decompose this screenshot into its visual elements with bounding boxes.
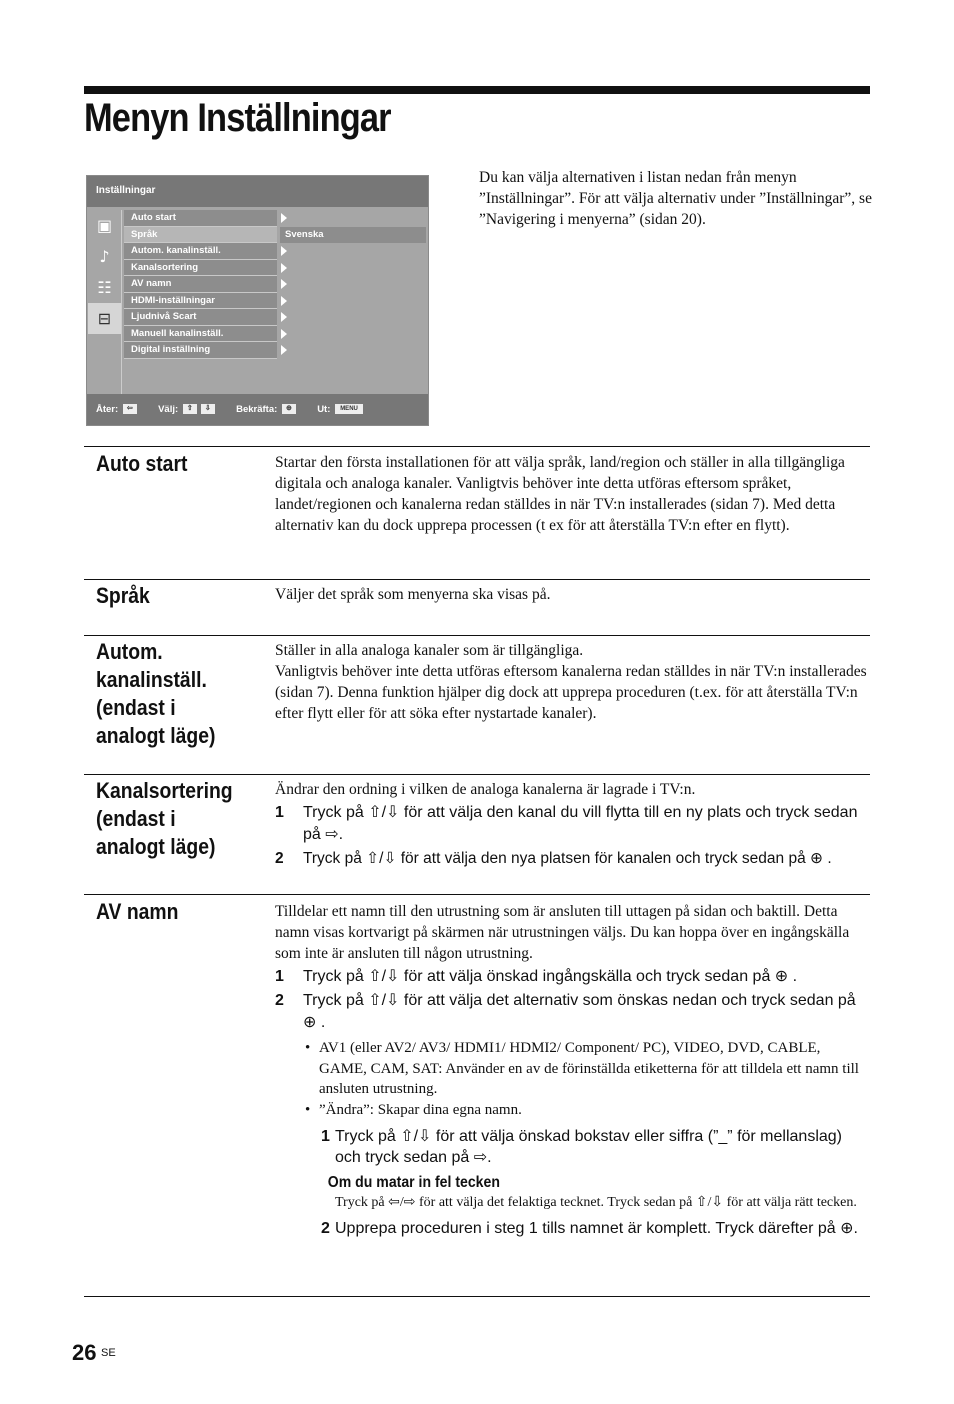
osd-item: Manuell kanalinställ. [124, 326, 277, 343]
osd-item: Digital inställning [124, 342, 277, 359]
step [275, 848, 871, 870]
section-heading-kanalsortering: Kanalsortering (endast i analogt läge) [96, 778, 233, 859]
paragraph: Väljer det språk som menyerna ska visas på. [275, 586, 551, 603]
osd-footer [87, 394, 428, 425]
arrow-right-icon [281, 296, 287, 306]
section-heading-av-namn: AV namn [96, 899, 179, 924]
section-heading-auto-start: Auto start [96, 451, 188, 476]
sub-step-text: Upprepa proceduren i steg 1 tills namnet är komplett. Tryck därefter på ⊕. [335, 1220, 858, 1237]
bullet-mark: • [305, 1101, 311, 1118]
osd-item: Kanalsortering [124, 260, 277, 277]
arrow-right-icon [281, 246, 287, 256]
arrow-right-icon [281, 263, 287, 273]
step [275, 990, 871, 1034]
section-heading-autom: Autom. kanalinställ. (endast i analogt läge) [96, 639, 216, 748]
arrow-right-icon [281, 213, 287, 223]
sub-step-number: 1 [321, 1128, 330, 1145]
section-body-av-namn [275, 901, 871, 1239]
step-number: 1 [275, 968, 284, 985]
osd-item: HDMI-inställningar [124, 293, 277, 310]
page-number: 26 [72, 1340, 97, 1365]
back-key-icon: ⇦ [123, 404, 137, 414]
section-body-sprak [275, 584, 871, 605]
toolbox-icon: ⊟ [88, 303, 121, 334]
osd-selected-value: Svenska [280, 227, 426, 243]
sub-step-text: Tryck på ⇧/⇩ för att välja önskad bokstav eller siffra (”_” för mellanslag) och tryck sedan på ⇨. [335, 1128, 842, 1166]
picture-icon: ▣ [96, 216, 113, 235]
bullet-mark: • [305, 1040, 311, 1056]
arrow-right-icon [281, 329, 287, 339]
section-divider [84, 635, 870, 636]
page-language: SE [101, 1347, 116, 1359]
arrow-right-icon [281, 345, 287, 355]
section-divider [84, 1296, 870, 1297]
osd-item: AV namn [124, 276, 277, 293]
note-text: Tryck på ⇦/⇨ för att välja det felaktiga tecknet. Tryck sedan på ⇧/⇩ för att välja rätt tecken. [335, 1195, 857, 1210]
footer-exit-label: Ut: [317, 404, 331, 415]
footer-select-label: Välj: [158, 404, 179, 415]
list-icon: ☷ [97, 278, 112, 297]
osd-header: Inställningar [87, 176, 428, 207]
sub-step [275, 1126, 871, 1168]
down-key-icon: ⇩ [201, 404, 215, 414]
section-divider [84, 579, 870, 580]
section-body-autom [275, 640, 871, 724]
section-body-auto-start [275, 452, 871, 536]
osd-item: Ljudnivå Scart [124, 309, 277, 326]
sub-step-number: 2 [321, 1220, 330, 1237]
bullet-text: AV1 (eller AV2/ AV3/ HDMI1/ HDMI2/ Component/ PC), VIDEO, DVD, CABLE, GAME, CAM, SAT: Använder en av de förinställda etiketterna för att tilldela ett namn till ansluten utrustning. [319, 1040, 859, 1097]
footer-confirm-label: Bekräfta: [236, 404, 278, 415]
bullet-text: ”Ändra”: Skapar dina egna namn. [319, 1101, 522, 1118]
osd-item-list [124, 210, 277, 359]
sub-step [275, 1218, 871, 1239]
step-number: 2 [275, 992, 284, 1009]
section-body-kanalsortering [275, 779, 871, 870]
osd-icon-column [88, 210, 121, 334]
section-divider [84, 774, 870, 775]
page-title: Menyn Inställningar [84, 96, 391, 140]
top-rule [84, 86, 870, 94]
osd-item: Auto start [124, 210, 277, 227]
step [275, 966, 871, 988]
osd-item: Språk [124, 227, 277, 244]
section-divider [84, 446, 870, 447]
music-note-icon: ♪ [99, 247, 110, 266]
arrow-right-icon [281, 312, 287, 322]
menu-key-icon: MENU [335, 404, 363, 414]
paragraph: Startar den första installationen för att välja språk, land/region och ställer in alla tillgängliga digitala och analoga kanaler. Vanligtvis behöver inte detta utföras eftersom språket, landet/regionen och kanalerna redan ställdes in när TV:n installerades (sidan 7). Med detta alternativ kan du dock upprepa processen (t ex för att återställa TV:n efter en flytt). [275, 454, 845, 534]
osd-item: Autom. kanalinställ. [124, 243, 277, 260]
step-text: Tryck på ⇧/⇩ för att välja den nya platsen för kanalen och tryck sedan på ⊕ . [303, 850, 832, 867]
section-heading-sprak: Språk [96, 583, 150, 608]
confirm-key-icon: ⊕ [282, 404, 296, 414]
paragraph: Ändrar den ordning i vilken de analoga kanalerna är lagrade i TV:n. [275, 781, 696, 798]
step-text: Tryck på ⇧/⇩ för att välja den kanal du vill flytta till en ny plats och tryck sedan på ⇨. [303, 804, 858, 843]
bullet-item [275, 1038, 871, 1100]
paragraph: Vanligtvis behöver inte detta utföras eftersom kanalerna redan ställdes in när TV:n installerades (sidan 7). Denna funktion hjälper dig dock att upprepa proceduren (t.ex. för att återställa TV:n efter flytt eller för att söka efter nystartade kanaler). [275, 663, 867, 722]
osd-menu-screenshot [86, 175, 429, 426]
step-text: Tryck på ⇧/⇩ för att välja det alternativ som önskas nedan och tryck sedan på ⊕ . [303, 992, 856, 1031]
up-key-icon: ⇧ [183, 404, 197, 414]
osd-separator [121, 210, 122, 394]
step-text: Tryck på ⇧/⇩ för att välja önskad ingångskälla och tryck sedan på ⊕ . [303, 968, 798, 985]
step-number: 2 [275, 850, 284, 867]
bullet-item [275, 1100, 871, 1121]
section-divider [84, 894, 870, 895]
paragraph: Tilldelar ett namn till den utrustning som är ansluten till uttagen på sidan och baktill. Detta namn visas kortvarigt på skärmen när utrustningen väljs. Du kan hoppa över en ingångskälla som inte är ansluten till någon utrustning. [275, 903, 850, 962]
paragraph: Ställer in alla analoga kanaler som är tillgängliga. [275, 642, 584, 659]
note-heading: Om du matar in fel tecken [327, 1174, 500, 1191]
arrow-right-icon [281, 279, 287, 289]
step [275, 802, 871, 846]
step-number: 1 [275, 804, 284, 821]
intro-text: Du kan välja alternativen i listan nedan från menyn ”Inställningar”. För att välja alternativ under ”Inställningar”, se ”Navigering i menyerna” (sidan 20). [479, 169, 872, 228]
footer-back-label: Åter: [96, 404, 119, 415]
